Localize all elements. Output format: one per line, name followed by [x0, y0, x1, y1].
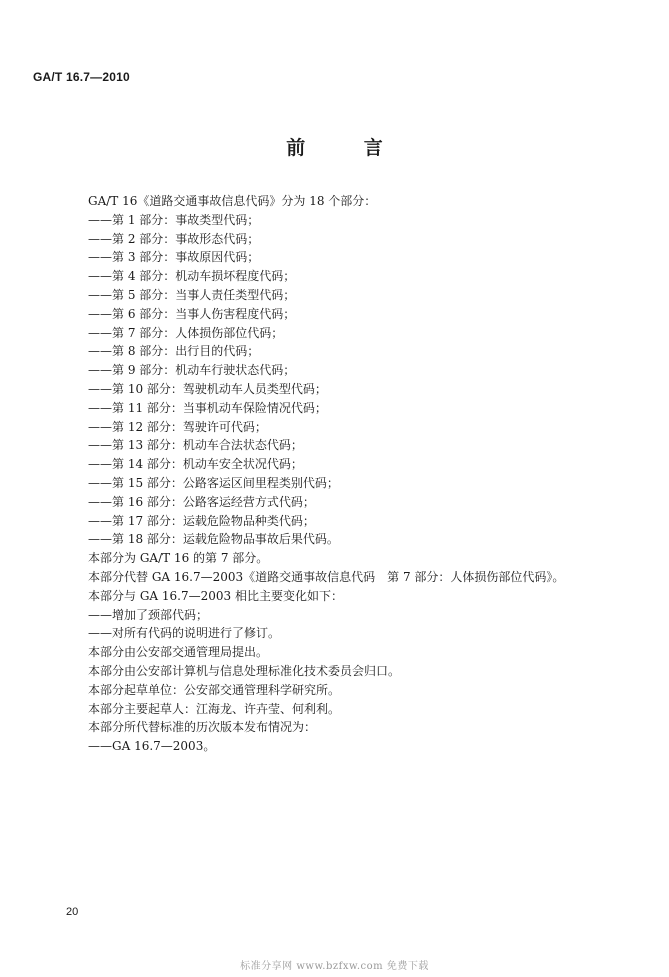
list-item: ——第 5 部分：当事人责任类型代码； [88, 287, 296, 302]
paragraph: 本部分代替 GA 16.7—2003《道路交通事故信息代码 第 7 部分：人体损伤部位代码》。 [88, 569, 565, 584]
list-item: ——第 4 部分：机动车损坏程度代码； [88, 269, 296, 284]
list-item: ——第 1 部分：事故类型代码； [88, 212, 260, 227]
list-item: ——第 6 部分：当事人伤害程度代码； [88, 306, 296, 321]
list-item: ——第 12 部分：驾驶许可代码； [88, 419, 267, 434]
list-item: ——第 14 部分：机动车安全状况代码； [88, 457, 303, 472]
list-item: ——第 3 部分：事故原因代码； [88, 250, 260, 265]
list-item: ——第 11 部分：当事机动车保险情况代码； [88, 400, 327, 415]
list-item: ——第 9 部分：机动车行驶状态代码； [88, 363, 296, 378]
intro-line: GA/T 16《道路交通事故信息代码》分为 18 个部分： [88, 194, 377, 208]
paragraph: 本部分与 GA 16.7—2003 相比主要变化如下： [88, 588, 343, 603]
list-item: ——第 10 部分：驾驶机动车人员类型代码； [88, 381, 327, 396]
paragraph: 本部分主要起草人：江海龙、许卉莹、何利利。 [88, 701, 341, 716]
foreword-body [88, 192, 564, 756]
watermark-text: 标准分享网 www.bzfxw.com 免费下载 [240, 961, 429, 972]
list-item: ——增加了颈部代码； [88, 607, 209, 622]
paragraph: 本部分起草单位：公安部交通管理科学研究所。 [88, 682, 341, 697]
page-number: 20 [66, 906, 79, 918]
list-item: ——第 2 部分：事故形态代码； [88, 231, 260, 246]
list-item: ——第 8 部分：出行目的代码； [88, 344, 260, 359]
list-item: ——第 18 部分：运载危险物品事故后果代码。 [88, 532, 339, 547]
paragraph: 本部分由公安部计算机与信息处理标准化技术委员会归口。 [88, 663, 401, 678]
list-item: ——第 13 部分：机动车合法状态代码； [88, 438, 303, 453]
paragraph: 本部分为 GA/T 16 的第 7 部分。 [88, 551, 269, 566]
list-item: ——GA 16.7—2003。 [88, 739, 216, 754]
document-code: GA/T 16.7—2010 [33, 70, 130, 84]
paragraph: 本部分所代替标准的历次版本发布情况为： [88, 720, 317, 735]
list-item: ——第 16 部分：公路客运经营方式代码； [88, 494, 315, 509]
list-item: ——对所有代码的说明进行了修订。 [88, 626, 281, 641]
list-item: ——第 7 部分：人体损伤部位代码； [88, 325, 284, 340]
list-item: ——第 15 部分：公路客运区间里程类别代码； [88, 475, 339, 490]
paragraph: 本部分由公安部交通管理局提出。 [88, 645, 269, 660]
page-title: 前 言 [286, 137, 409, 159]
list-item: ——第 17 部分：运载危险物品种类代码； [88, 513, 315, 528]
